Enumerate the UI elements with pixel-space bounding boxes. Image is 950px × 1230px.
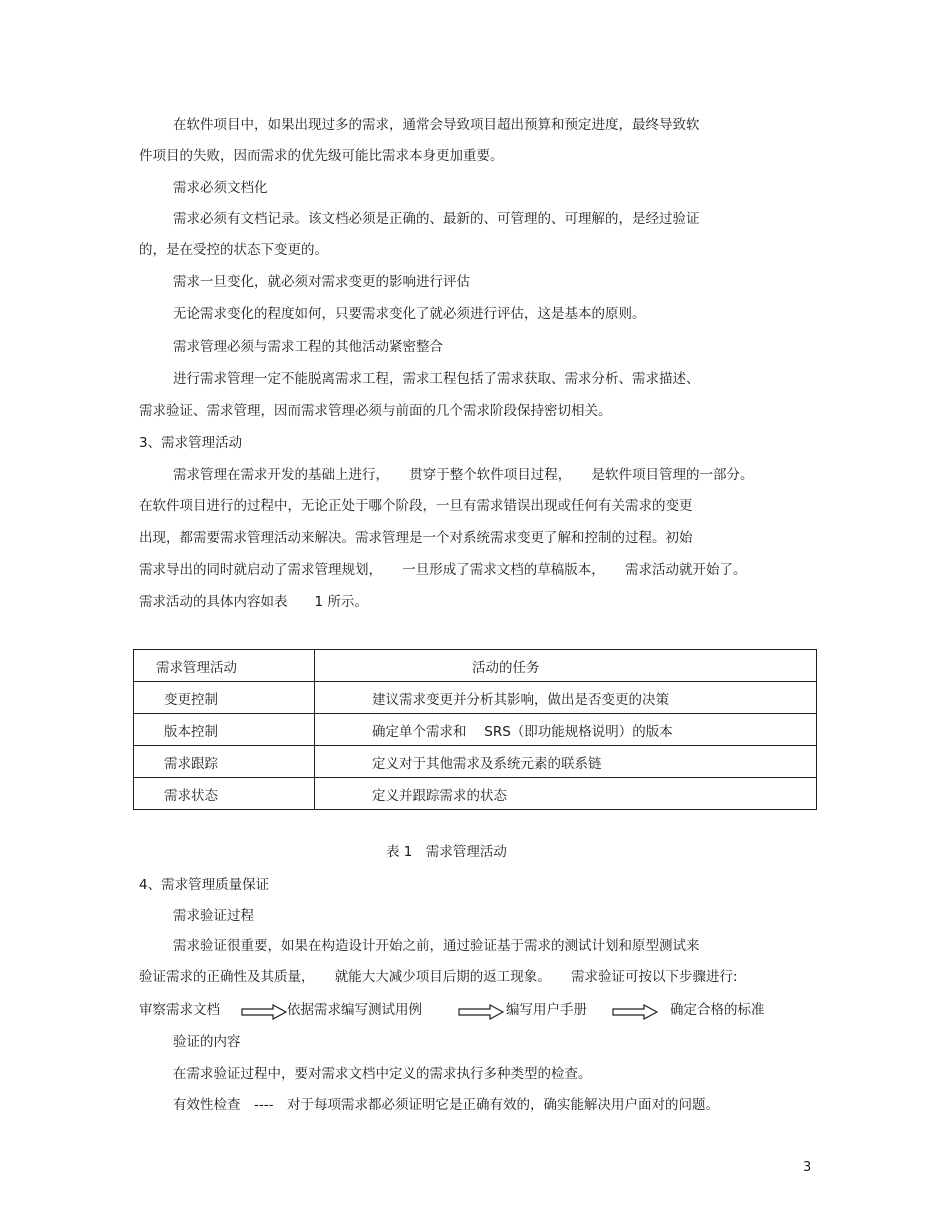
table-cell: 版本控制 — [134, 714, 315, 746]
table-cell: 需求跟踪 — [134, 746, 315, 778]
right-arrow-icon — [241, 1004, 287, 1020]
paragraph-line: 需求导出的同时就启动了需求管理规划， 一旦形成了需求文档的草稿版本， 需求活动就开始了。 — [139, 562, 747, 578]
table-row — [134, 746, 817, 778]
paragraph-line: 进行需求管理一定不能脱离需求工程，需求工程包括了需求获取、需求分析、需求描述、 — [173, 371, 700, 387]
paragraph-line: 的，是在受控的状态下变更的。 — [139, 242, 328, 258]
flow-step: 编写用户手册 — [506, 1002, 587, 1018]
flow-step: 审察需求文档 — [139, 1002, 220, 1018]
paragraph-line: 在软件项目中，如果出现过多的需求，通常会导致项目超出预算和预定进度，最终导致软 — [173, 117, 700, 133]
section-heading: 4、需求管理质量保证 — [139, 877, 270, 893]
subheading: 验证的内容 — [173, 1034, 241, 1050]
paragraph-line: 在需求验证过程中，要对需求文档中定义的需求执行多种类型的检查。 — [173, 1066, 592, 1082]
table-row — [134, 714, 817, 746]
section-heading: 3、需求管理活动 — [139, 435, 243, 451]
flow-step: 确定合格的标准 — [670, 1002, 765, 1018]
paragraph-line: 需求活动的具体内容如表 1 所示。 — [139, 594, 368, 610]
table-row — [134, 778, 817, 810]
right-arrow-icon — [612, 1004, 658, 1020]
table-caption: 表 1 需求管理活动 — [386, 844, 507, 860]
table-cell: 定义并跟踪需求的状态 — [315, 778, 817, 810]
paragraph-line: 需求管理在需求开发的基础上进行， 贯穿于整个软件项目过程， 是软件项目管理的一部分。 — [173, 467, 754, 483]
table-cell: 变更控制 — [134, 682, 315, 714]
paragraph-line: 需求验证很重要，如果在构造设计开始之前，通过验证基于需求的测试计划和原型测试来 — [173, 938, 700, 954]
paragraph-line: 件项目的失败，因而需求的优先级可能比需求本身更加重要。 — [139, 148, 504, 164]
table-header-row — [134, 650, 817, 682]
table-header-cell: 活动的任务 — [315, 650, 817, 682]
subheading: 需求必须文档化 — [173, 180, 268, 196]
page-number: 3 — [803, 1160, 812, 1175]
paragraph-line: 出现，都需要需求管理活动来解决。需求管理是一个对系统需求变更了解和控制的过程。初始 — [139, 530, 693, 546]
table-header-cell: 需求管理活动 — [134, 650, 315, 682]
paragraph-line: 需求必须有文档记录。该文档必须是正确的、最新的、可管理的、可理解的，是经过验证 — [173, 211, 700, 227]
table-cell: 定义对于其他需求及系统元素的联系链 — [315, 746, 817, 778]
subheading: 需求一旦变化，就必须对需求变更的影响进行评估 — [173, 274, 470, 290]
paragraph-line: 在软件项目进行的过程中，无论正处于哪个阶段，一旦有需求错误出现或任何有关需求的变更 — [139, 498, 693, 514]
table-row — [134, 682, 817, 714]
right-arrow-icon — [458, 1004, 504, 1020]
subheading: 需求管理必须与需求工程的其他活动紧密整合 — [173, 339, 443, 355]
table-cell: 需求状态 — [134, 778, 315, 810]
subheading: 需求验证过程 — [173, 908, 254, 924]
activities-table — [133, 649, 817, 810]
paragraph-line: 需求验证、需求管理，因而需求管理必须与前面的几个需求阶段保持密切相关。 — [139, 403, 612, 419]
paragraph-line: 验证需求的正确性及其质量， 就能大大减少项目后期的返工现象。 需求验证可按以下步骤进行: — [139, 969, 738, 985]
table-cell: 建议需求变更并分析其影响，做出是否变更的决策 — [315, 682, 817, 714]
paragraph-line: 无论需求变化的程度如何，只要需求变化了就必须进行评估，这是基本的原则。 — [173, 306, 646, 322]
table-cell: 确定单个需求和 SRS（即功能规格说明）的版本 — [315, 714, 817, 746]
flow-step: 依据需求编写测试用例 — [287, 1002, 422, 1018]
paragraph-line: 有效性检查 ---- 对于每项需求都必须证明它是正确有效的，确实能解决用户面对的问题。 — [173, 1097, 719, 1113]
